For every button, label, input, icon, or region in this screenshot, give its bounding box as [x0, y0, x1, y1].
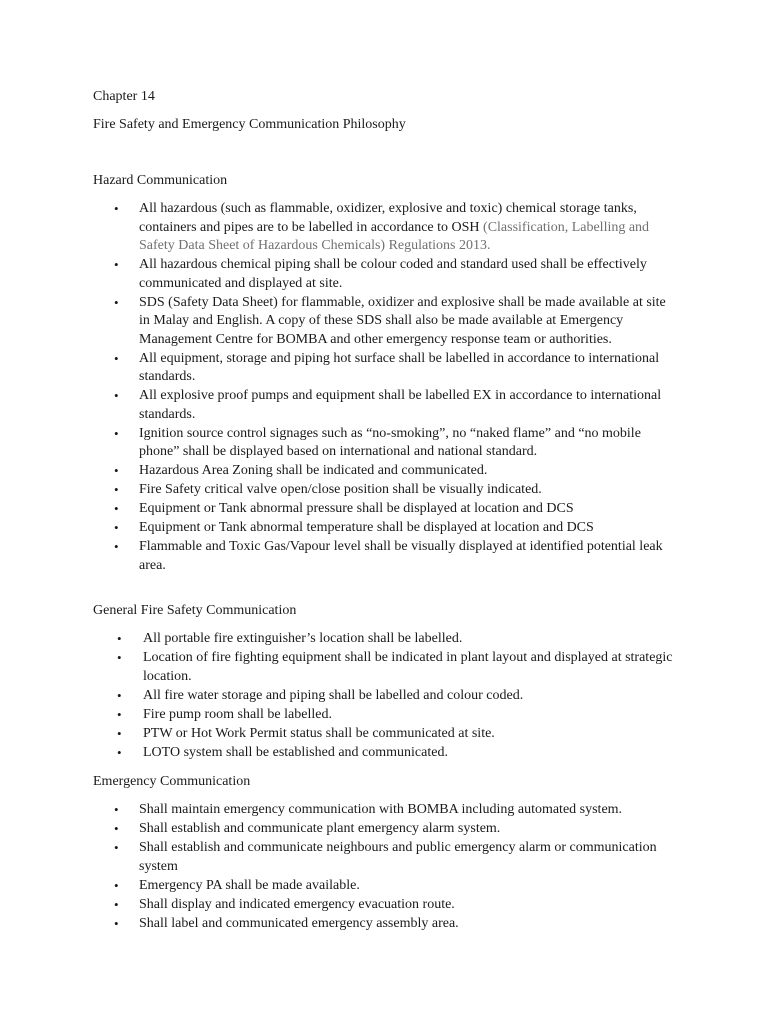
bullet-icon: •	[117, 650, 122, 665]
list-item-text: All explosive proof pumps and equipment shall be labelled EX in accordance to international standards.	[139, 388, 662, 422]
list-item-text: Fire pump room shall be labelled.	[143, 706, 332, 722]
bullet-icon: •	[114, 257, 119, 272]
bullet-icon: •	[117, 687, 122, 703]
hazard-communication-list	[0, 200, 768, 576]
emergency-communication-list	[0, 801, 768, 934]
list-item-text: Shall establish and communicate neighbours and public emergency alarm or communication system	[139, 840, 657, 874]
list-item	[0, 896, 768, 915]
list-item	[0, 200, 768, 256]
list-item-text: Fire Safety critical valve open/close position shall be visually indicated.	[139, 482, 542, 497]
list-item-text: PTW or Hot Work Permit status shall be communicated at site.	[143, 725, 495, 741]
list-item	[0, 481, 768, 500]
bullet-icon: •	[114, 425, 119, 441]
list-item-text: Shall label and communicated emergency assembly area.	[139, 915, 459, 931]
document-title: Fire Safety and Emergency Communication Philosophy	[93, 117, 406, 132]
bullet-icon: •	[114, 840, 119, 855]
bullet-icon: •	[114, 915, 119, 931]
bullet-icon: •	[114, 896, 119, 912]
list-item-text: SDS (Safety Data Sheet) for flammable, oxidizer and explosive shall be made available at site in Malay and English. A copy of these SDS shall also be made available at Emergency Management Centre for BOMBA and other emergency response team or authorities.	[139, 294, 666, 347]
regulation-reference: (Classification, Labelling and Safety Data Sheet of Hazardous Chemicals) Regulations 2013.	[139, 219, 650, 253]
list-item	[0, 877, 768, 896]
list-item	[0, 820, 768, 839]
list-item	[0, 630, 768, 649]
bullet-icon: •	[117, 706, 122, 722]
bullet-icon: •	[114, 201, 119, 216]
list-item	[0, 519, 768, 538]
list-item	[0, 725, 768, 744]
bullet-icon: •	[114, 294, 119, 310]
bullet-icon: •	[114, 350, 119, 366]
bullet-icon: •	[114, 802, 119, 817]
list-item	[0, 387, 768, 424]
list-item	[0, 687, 768, 706]
list-item	[0, 915, 768, 934]
section-heading-general-fire-safety: General Fire Safety Communication	[93, 603, 297, 618]
list-item-text: Equipment or Tank abnormal temperature shall be displayed at location and DCS	[139, 520, 594, 535]
list-item	[0, 294, 768, 350]
list-item	[0, 801, 768, 820]
list-item	[0, 538, 768, 575]
list-item-text: All portable fire extinguisher’s location shall be labelled.	[143, 631, 463, 646]
list-item-text: Shall maintain emergency communication with BOMBA including automated system.	[139, 802, 623, 817]
list-item-text: Ignition source control signages such as “no-smoking”, no “naked flame” and “no mobile phone” shall be displayed based on international and national standard.	[139, 425, 641, 459]
list-item-text: Location of fire fighting equipment shall be indicated in plant layout and displayed at strategic location.	[143, 650, 673, 684]
list-item	[0, 425, 768, 462]
list-item-text: All hazardous chemical piping shall be colour coded and standard used shall be effectively communicated and displayed at site.	[139, 257, 647, 291]
list-item	[0, 706, 768, 725]
bullet-icon: •	[117, 725, 122, 741]
list-item-text: All equipment, storage and piping hot surface shall be labelled in accordance to international standards.	[139, 350, 660, 384]
list-item-text: Flammable and Toxic Gas/Vapour level shall be visually displayed at identified potential leak area.	[139, 539, 663, 573]
bullet-icon: •	[114, 501, 119, 516]
list-item	[0, 500, 768, 519]
bullet-icon: •	[114, 463, 119, 478]
bullet-icon: •	[114, 520, 119, 535]
list-item-text: Emergency PA shall be made available.	[139, 877, 360, 893]
section-heading-emergency-communication: Emergency Communication	[93, 774, 251, 789]
list-item	[0, 744, 768, 763]
list-item	[0, 462, 768, 481]
general-fire-safety-list	[0, 630, 768, 763]
list-item-text: All fire water storage and piping shall be labelled and colour coded.	[143, 687, 524, 703]
bullet-icon: •	[114, 877, 119, 893]
list-item	[0, 256, 768, 293]
list-item	[0, 649, 768, 686]
bullet-icon: •	[117, 631, 122, 646]
list-item	[0, 839, 768, 876]
bullet-icon: •	[117, 744, 122, 760]
list-item-text: Hazardous Area Zoning shall be indicated and communicated.	[139, 463, 488, 478]
list-item	[0, 350, 768, 387]
list-item-text: Equipment or Tank abnormal pressure shall be displayed at location and DCS	[139, 501, 574, 516]
list-item-text: Shall establish and communicate plant emergency alarm system.	[139, 821, 501, 836]
bullet-icon: •	[114, 539, 119, 554]
chapter-label: Chapter 14	[93, 89, 155, 104]
bullet-icon: •	[114, 388, 119, 403]
section-heading-hazard-communication: Hazard Communication	[93, 173, 228, 188]
list-item-text: All hazardous (such as flammable, oxidizer, explosive and toxic) chemical storage tanks, containers and pipes are to be labelled in accordance to OSH	[139, 201, 637, 235]
bullet-icon: •	[114, 482, 119, 497]
list-item-text: LOTO system shall be established and communicated.	[143, 744, 448, 760]
list-item-text: Shall display and indicated emergency evacuation route.	[139, 896, 455, 912]
bullet-icon: •	[114, 821, 119, 836]
